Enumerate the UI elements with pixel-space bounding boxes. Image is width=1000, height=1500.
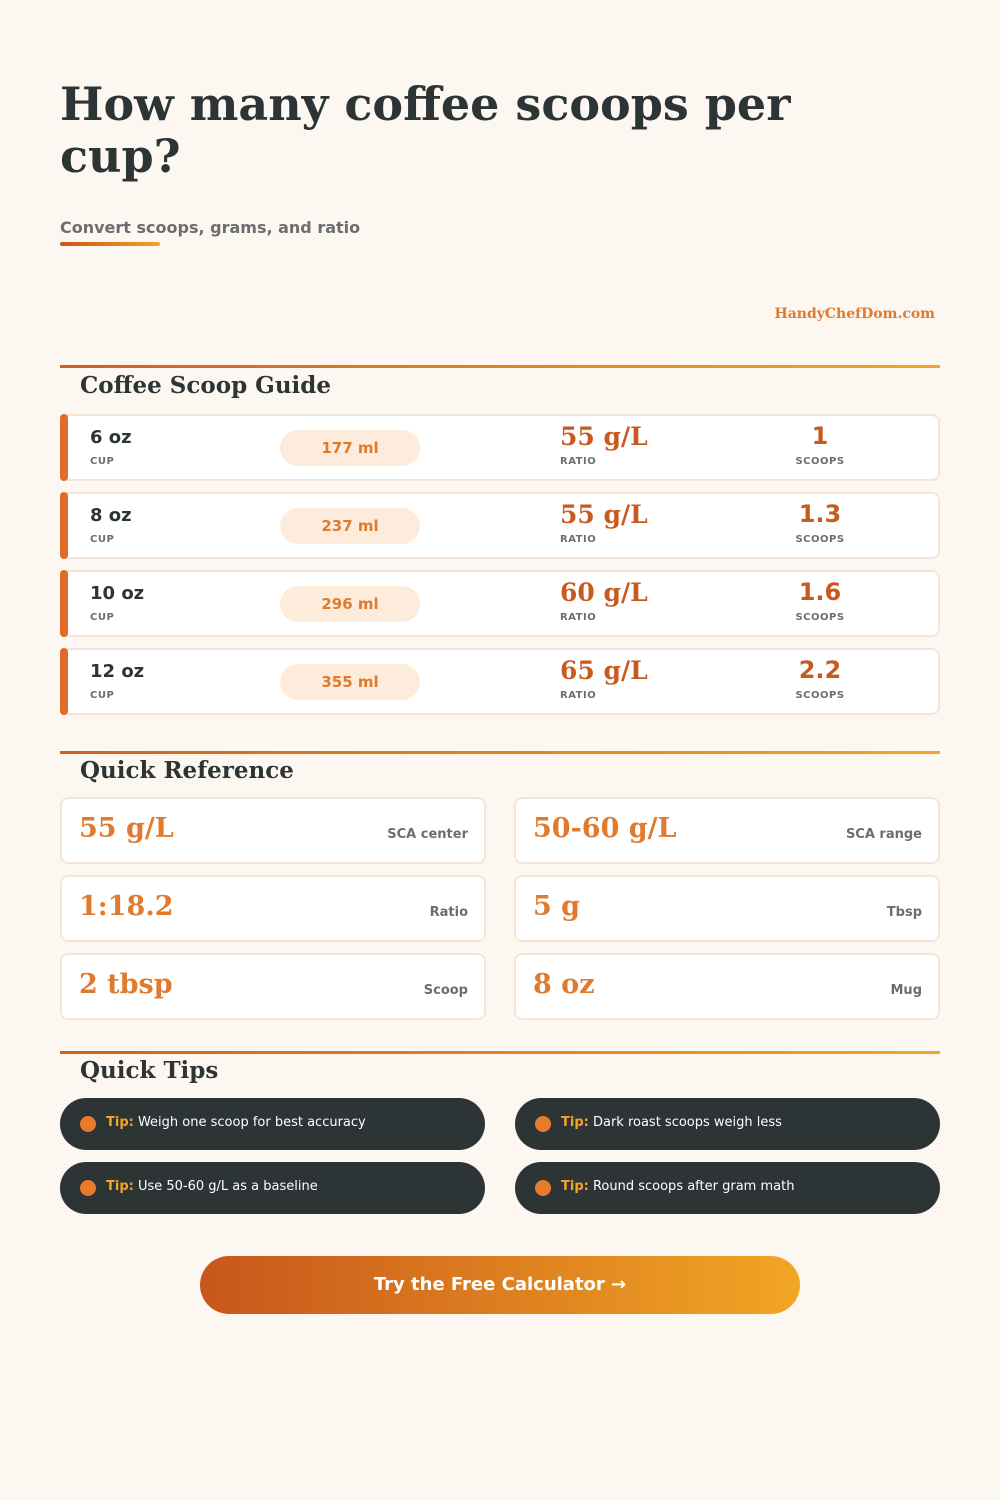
row-accent-bar — [60, 570, 68, 637]
scoops-value: 1.6 — [798, 578, 842, 606]
reference-value: 50-60 g/L — [533, 813, 677, 844]
ratio-label: RATIO — [560, 456, 597, 467]
cup-label: CUP — [90, 612, 115, 623]
ratio-label: RATIO — [560, 534, 597, 545]
guide-row — [60, 492, 940, 559]
tips-divider — [60, 1051, 940, 1054]
tip-text: Round scoops after gram math — [592, 1179, 795, 1194]
scoops-label: SCOOPS — [795, 534, 845, 545]
cup-size: 6 oz — [90, 427, 132, 448]
guide-row — [60, 414, 940, 481]
scoops-label: SCOOPS — [795, 612, 845, 623]
row-accent-bar — [60, 414, 68, 481]
reference-card — [60, 953, 486, 1020]
ml-pill: 177 ml — [280, 430, 420, 466]
reference-label: Mug — [890, 983, 922, 998]
tip-text: Use 50-60 g/L as a baseline — [137, 1179, 318, 1194]
reference-card — [514, 875, 940, 942]
reference-label: Tbsp — [886, 905, 922, 920]
ratio-value: 55 g/L — [560, 422, 648, 451]
cup-label: CUP — [90, 456, 115, 467]
ml-pill: 237 ml — [280, 508, 420, 544]
tip-pill — [60, 1098, 485, 1150]
tip-pill — [515, 1098, 940, 1150]
cup-size: 10 oz — [90, 583, 145, 604]
reference-value: 55 g/L — [79, 813, 174, 844]
row-accent-bar — [60, 648, 68, 715]
brand-name: HandyChefDom.com — [774, 306, 935, 322]
cup-size: 12 oz — [90, 661, 145, 682]
ratio-value: 55 g/L — [560, 500, 648, 529]
tips-section-title: Quick Tips — [80, 1057, 219, 1084]
guide-row — [60, 648, 940, 715]
bullet-dot-icon — [80, 1116, 96, 1132]
reference-label: Scoop — [423, 983, 468, 998]
cup-label: CUP — [90, 690, 115, 701]
ratio-label: RATIO — [560, 612, 597, 623]
scoops-value: 2.2 — [798, 656, 842, 684]
guide-section-title: Coffee Scoop Guide — [80, 372, 332, 399]
reference-value: 2 tbsp — [79, 969, 173, 1000]
ratio-label: RATIO — [560, 690, 597, 701]
ratio-value: 60 g/L — [560, 578, 648, 607]
cup-size: 8 oz — [90, 505, 132, 526]
tip-prefix: Tip: — [106, 1179, 134, 1194]
tip-text: Dark roast scoops weigh less — [592, 1115, 782, 1130]
reference-card — [514, 953, 940, 1020]
guide-divider — [60, 365, 940, 368]
scoops-label: SCOOPS — [795, 456, 845, 467]
page-subtitle: Convert scoops, grams, and ratio — [60, 218, 361, 237]
reference-label: SCA range — [845, 827, 922, 842]
reference-label: Ratio — [429, 905, 468, 920]
scoops-value: 1 — [811, 422, 829, 450]
ratio-value: 65 g/L — [560, 656, 648, 685]
scoops-value: 1.3 — [798, 500, 842, 528]
guide-row — [60, 570, 940, 637]
reference-card — [514, 797, 940, 864]
reference-section-title: Quick Reference — [80, 757, 294, 784]
reference-value: 1:18.2 — [79, 891, 174, 922]
bullet-dot-icon — [80, 1180, 96, 1196]
ml-pill: 355 ml — [280, 664, 420, 700]
try-calculator-button[interactable]: Try the Free Calculator → — [200, 1256, 800, 1314]
reference-label: SCA center — [387, 827, 468, 842]
tip-text: Weigh one scoop for best accuracy — [137, 1115, 366, 1130]
tip-pill — [60, 1162, 485, 1214]
subtitle-underline — [60, 242, 160, 246]
tip-prefix: Tip: — [561, 1179, 589, 1194]
tip-pill — [515, 1162, 940, 1214]
row-accent-bar — [60, 492, 68, 559]
cup-label: CUP — [90, 534, 115, 545]
scoops-label: SCOOPS — [795, 690, 845, 701]
reference-value: 5 g — [533, 891, 581, 922]
page-title: How many coffee scoops per cup? — [60, 77, 791, 183]
reference-card — [60, 875, 486, 942]
ml-pill: 296 ml — [280, 586, 420, 622]
reference-value: 8 oz — [533, 969, 595, 1000]
tip-prefix: Tip: — [561, 1115, 589, 1130]
reference-card — [60, 797, 486, 864]
bullet-dot-icon — [535, 1180, 551, 1196]
reference-divider — [60, 751, 940, 754]
bullet-dot-icon — [535, 1116, 551, 1132]
tip-prefix: Tip: — [106, 1115, 134, 1130]
